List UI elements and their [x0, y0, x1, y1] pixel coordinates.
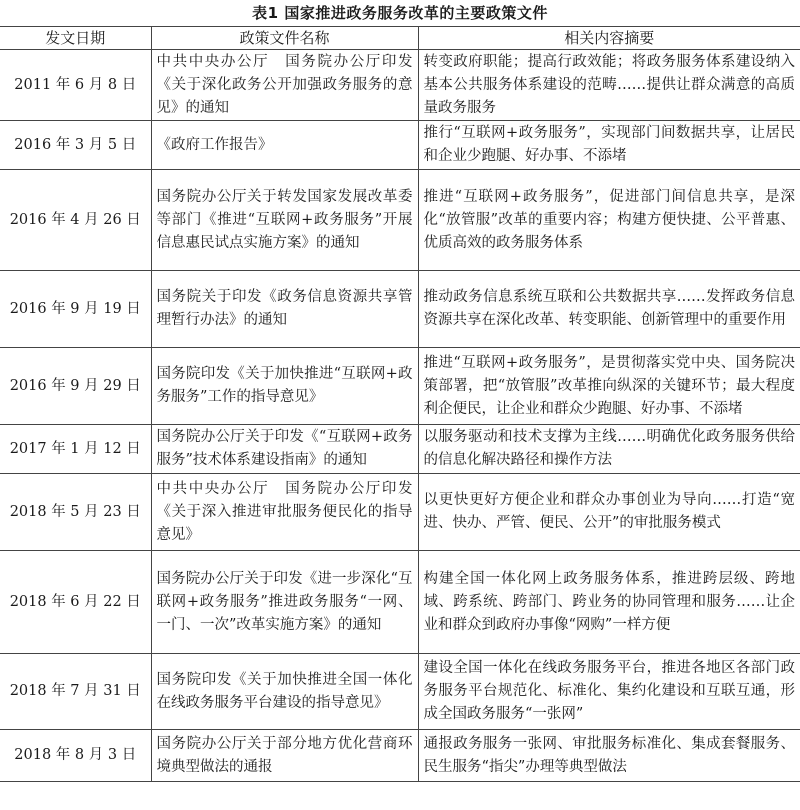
date-cell: 2018 年 5 月 23 日 — [0, 474, 151, 551]
document-name-cell: 国务院办公厅关于转发国家发展改革委等部门《推进“互联网+政务服务”开展信息惠民试点实施方案》的通知 — [151, 170, 418, 271]
table-row — [0, 348, 800, 425]
table-row — [0, 271, 800, 348]
document-name-cell: 国务院印发《关于加快推进“互联网+政务服务”工作的指导意见》 — [151, 348, 418, 425]
date-cell: 2016 年 9 月 29 日 — [0, 348, 151, 425]
table-row — [0, 730, 800, 782]
table-header-row — [0, 27, 800, 50]
summary-cell: 推行“互联网+政务服务”，实现部门间数据共享，让居民和企业少跑腿、好办事、不添堵 — [418, 121, 800, 170]
table-row — [0, 474, 800, 551]
summary-cell: 构建全国一体化网上政务服务体系，推进跨层级、跨地域、跨系统、跨部门、跨业务的协同管理和服务……让企业和群众到政府办事像“网购”一样方便 — [418, 551, 800, 654]
document-name-cell: 《政府工作报告》 — [151, 121, 418, 170]
document-name-cell: 中共中央办公厅 国务院办公厅印发《关于深入推进审批服务便民化的指导意见》 — [151, 474, 418, 551]
date-cell: 2017 年 1 月 12 日 — [0, 425, 151, 474]
date-cell: 2016 年 9 月 19 日 — [0, 271, 151, 348]
date-cell: 2011 年 6 月 8 日 — [0, 50, 151, 121]
document-name-cell: 国务院印发《关于加快推进全国一体化在线政务服务平台建设的指导意见》 — [151, 654, 418, 730]
table-row — [0, 551, 800, 654]
table-row — [0, 654, 800, 730]
document-name-cell: 中共中央办公厅 国务院办公厅印发《关于深化政务公开加强政务服务的意见》的通知 — [151, 50, 418, 121]
summary-cell: 以服务驱动和技术支撑为主线……明确优化政务服务供给的信息化解决路径和操作方法 — [418, 425, 800, 474]
header-summary: 相关内容摘要 — [418, 27, 800, 50]
document-name-cell: 国务院办公厅关于部分地方优化营商环境典型做法的通报 — [151, 730, 418, 782]
date-cell: 2018 年 6 月 22 日 — [0, 551, 151, 654]
summary-cell: 推进“互联网+政务服务”，是贯彻落实党中央、国务院决策部署，把“放管服”改革推向纵深的关键环节；最大程度利企便民，让企业和群众少跑腿、好办事、不添堵 — [418, 348, 800, 425]
header-date: 发文日期 — [0, 27, 151, 50]
date-cell: 2016 年 3 月 5 日 — [0, 121, 151, 170]
policy-documents-table — [0, 26, 800, 782]
summary-cell: 建设全国一体化在线政务服务平台，推进各地区各部门政务服务平台规范化、标准化、集约化建设和互联互通，形成全国政务服务“一张网” — [418, 654, 800, 730]
date-cell: 2018 年 7 月 31 日 — [0, 654, 151, 730]
summary-cell: 推动政务信息系统互联和公共数据共享……发挥政务信息资源共享在深化改革、转变职能、创新管理中的重要作用 — [418, 271, 800, 348]
summary-cell: 通报政务服务一张网、审批服务标准化、集成套餐服务、民生服务“指尖”办理等典型做法 — [418, 730, 800, 782]
document-name-cell: 国务院办公厅关于印发《进一步深化“互联网+政务服务”推进政务服务“一网、一门、一次”改革实施方案》的通知 — [151, 551, 418, 654]
document-name-cell: 国务院关于印发《政务信息资源共享管理暂行办法》的通知 — [151, 271, 418, 348]
date-cell: 2018 年 8 月 3 日 — [0, 730, 151, 782]
date-cell: 2016 年 4 月 26 日 — [0, 170, 151, 271]
table-row — [0, 170, 800, 271]
header-name: 政策文件名称 — [151, 27, 418, 50]
table-row — [0, 50, 800, 121]
summary-cell: 转变政府职能；提高行政效能；将政务服务体系建设纳入基本公共服务体系建设的范畴……提供让群众满意的高质量政务服务 — [418, 50, 800, 121]
summary-cell: 推进“互联网+政务服务”，促进部门间信息共享，是深化“放管服”改革的重要内容；构建方便快捷、公平普惠、优质高效的政务服务体系 — [418, 170, 800, 271]
table-row — [0, 121, 800, 170]
summary-cell: 以更快更好方便企业和群众办事创业为导向……打造“宽进、快办、严管、便民、公开”的审批服务模式 — [418, 474, 800, 551]
table-row — [0, 425, 800, 474]
table-caption: 表1 国家推进政务服务改革的主要政策文件 — [252, 4, 548, 22]
document-name-cell: 国务院办公厅关于印发《“互联网+政务服务”技术体系建设指南》的通知 — [151, 425, 418, 474]
